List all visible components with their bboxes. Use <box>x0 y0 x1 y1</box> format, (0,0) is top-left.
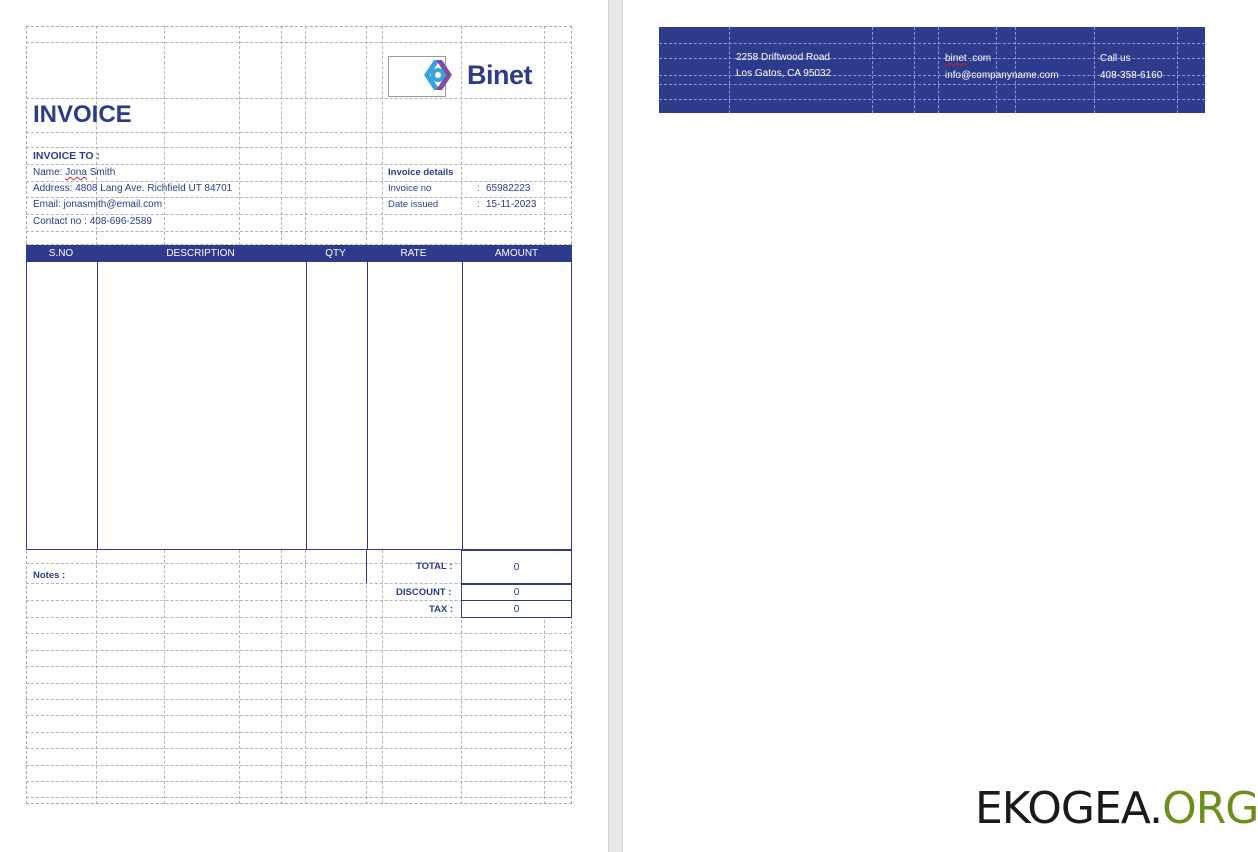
footer-col-line <box>938 27 939 113</box>
bill-to-email: Email: jonasmith@email.com <box>33 199 163 210</box>
footer-col-line <box>729 27 730 113</box>
ekogea-watermark <box>975 783 1258 834</box>
col-header-sno: S.NO <box>48 248 74 259</box>
invoice-no-value: 65982223 <box>486 183 531 194</box>
name-label: Name: <box>33 167 63 178</box>
footer-address-line2: Los Gatos, CA 95032 <box>736 68 832 79</box>
invoice-title: INVOICE <box>33 101 132 128</box>
grid-col-line <box>281 26 282 245</box>
grid-row-line <box>26 650 572 651</box>
grid-col-line <box>461 26 462 245</box>
footer-address-line1: 2258 Driftwood Road <box>736 52 830 63</box>
footer-row-line <box>659 99 1205 100</box>
footer-website-name: binet <box>945 53 967 64</box>
footer-email: info@companyname.com <box>945 70 1059 81</box>
bill-to-contact: Contact no : 408-696-2589 <box>33 216 152 227</box>
grid-row-line <box>26 42 572 43</box>
footer-call-label: Call us <box>1100 53 1131 64</box>
footer-band <box>659 27 1205 113</box>
col-header-amount: AMOUNT <box>494 248 539 259</box>
grid-row-line <box>26 147 572 148</box>
col-header-rate: RATE <box>400 248 427 259</box>
invoice-to-heading: INVOICE TO : <box>33 150 100 162</box>
grid-row-line <box>26 164 572 165</box>
date-issued-label: Date issued <box>388 199 439 210</box>
name-first-word: Jona <box>65 167 87 178</box>
bill-to-name <box>33 167 115 178</box>
tax-value: 0 <box>513 604 520 615</box>
grid-row-line <box>26 197 572 198</box>
date-issued-separator: : <box>477 199 480 210</box>
grid-row-line <box>26 98 572 99</box>
footer-website-tld: .com <box>966 53 992 64</box>
col-divider <box>306 262 307 549</box>
items-table-body[interactable] <box>26 262 572 550</box>
grid-col-line <box>239 550 240 804</box>
tax-label: TAX : <box>429 604 454 615</box>
grid-row-line <box>26 683 572 684</box>
invoice-details-heading: Invoice details <box>388 167 454 178</box>
grid-col-line <box>96 26 97 245</box>
logo-text: Binet <box>467 60 532 90</box>
footer-col-line <box>872 27 873 113</box>
grid-row-line <box>26 231 572 232</box>
grid-col-line <box>544 26 545 245</box>
footer-phone: 408-358-6160 <box>1100 70 1163 81</box>
items-table-header <box>26 245 572 262</box>
bill-to-address: Address: 4808 Lang Ave. Richfield UT 84701 <box>33 183 233 194</box>
total-value-cell[interactable] <box>461 550 572 584</box>
watermark-main: EKOGEA. <box>975 783 1163 834</box>
grid-col-line <box>281 550 282 804</box>
grid-row-line <box>26 715 572 716</box>
grid-row-line <box>26 797 572 798</box>
date-issued-value: 15-11-2023 <box>486 199 537 210</box>
second-page <box>624 0 1228 852</box>
total-label: TOTAL : <box>416 561 453 572</box>
col-divider <box>367 262 368 549</box>
name-value: Jona Smith <box>65 167 116 178</box>
grid-row-line <box>26 765 572 766</box>
invoice-no-separator: : <box>477 183 480 194</box>
grid-col-line <box>164 26 165 245</box>
footer-row-line <box>659 43 1205 44</box>
page-gutter <box>608 0 623 852</box>
col-divider <box>462 262 463 549</box>
grid-row-line <box>26 781 572 782</box>
binet-logo-icon <box>416 56 460 94</box>
grid-col-line <box>305 26 306 245</box>
grid-col-line <box>382 550 383 804</box>
watermark-org: ORG <box>1162 783 1258 834</box>
grid-col-line <box>366 26 367 245</box>
grid-row-line <box>26 132 572 133</box>
grid-row-line <box>26 181 572 182</box>
grid-col-line <box>305 550 306 804</box>
grid-row-line <box>26 214 572 215</box>
grid-col-line <box>366 550 367 804</box>
grid-col-line <box>239 26 240 245</box>
grid-col-line <box>96 550 97 804</box>
footer-col-line <box>1177 27 1178 113</box>
grid-row-line <box>26 666 572 667</box>
col-header-description: DESCRIPTION <box>166 248 235 259</box>
invoice-no-label: Invoice no <box>388 183 432 194</box>
tax-value-cell[interactable] <box>461 600 572 618</box>
discount-label: DISCOUNT : <box>396 587 452 598</box>
discount-value-cell[interactable] <box>461 584 572 601</box>
discount-value: 0 <box>513 587 520 598</box>
grid-row-line <box>26 732 572 733</box>
grid-col-line <box>382 26 383 245</box>
total-value: 0 <box>513 562 520 573</box>
grid-col-line <box>164 550 165 804</box>
footer-col-line <box>914 27 915 113</box>
col-header-qty: QTY <box>325 248 346 259</box>
footer-col-line <box>1094 27 1095 113</box>
footer-row-line <box>659 84 1205 85</box>
grid-row-line <box>26 748 572 749</box>
col-divider <box>97 262 98 549</box>
footer-website <box>945 53 991 64</box>
grid-row-line <box>26 633 572 634</box>
grid-row-line <box>26 699 572 700</box>
notes-label: Notes : <box>33 570 66 581</box>
